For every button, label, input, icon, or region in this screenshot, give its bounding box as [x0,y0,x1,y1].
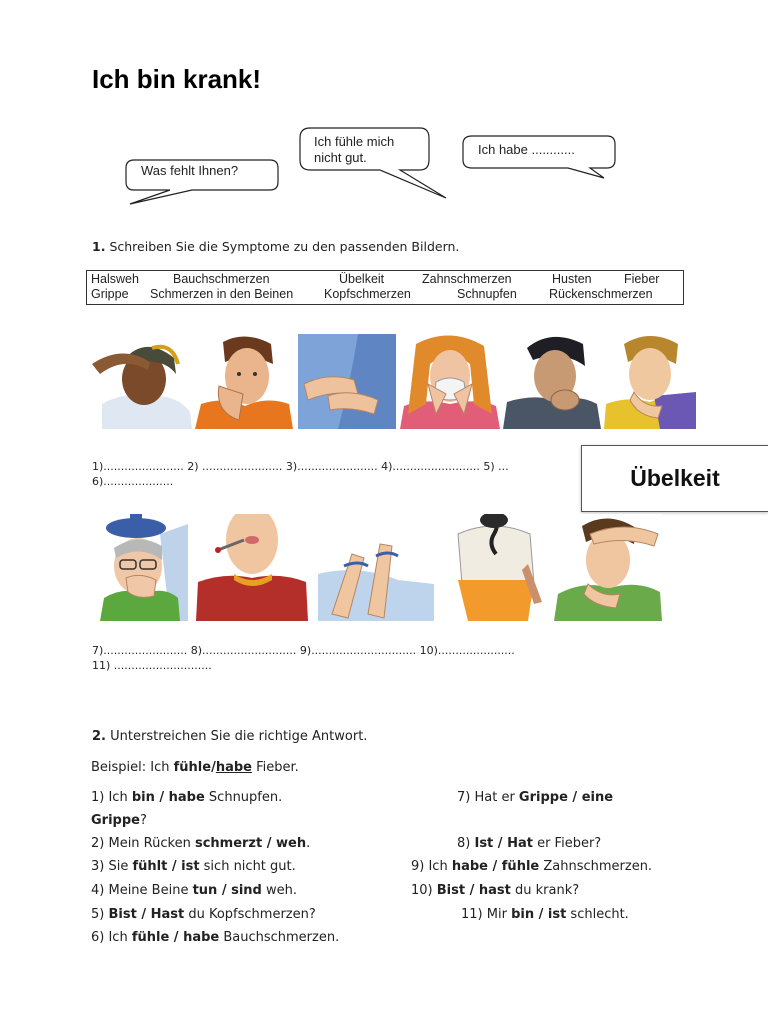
item-options[interactable]: tun / sind [192,883,262,898]
item-text: 4) Meine Beine [91,883,193,898]
item-text: 1) Ich [91,790,132,805]
overlay-answer-card[interactable]: Übelkeit [581,445,768,512]
word-bank-item: Husten [552,272,592,286]
item-text: 8) [457,836,475,851]
item-text: du Kopfschmerzen? [184,907,316,922]
task2-heading [92,729,367,744]
example-separator: / [211,760,216,775]
exercise-item-4 [91,883,297,898]
word-bank-item: Schnupfen [457,287,517,301]
item-options[interactable]: Bist / hast [436,883,511,898]
item-options[interactable]: bin / habe [131,790,205,805]
word-bank-item: Grippe [91,287,129,301]
bubble-right-text: Ich habe ............ [478,142,575,157]
exercise-item-1 [91,790,282,805]
item-text: Schnupfen. [204,790,283,805]
item-text: 9) Ich [411,859,452,874]
item-options[interactable]: bin / ist [511,907,567,922]
example-prefix: Beispiel: Ich [91,760,174,775]
bubble-middle-line2: nicht gut. [314,150,367,165]
illustration-fever-forehead [554,514,662,621]
item-text: Zahnschmerzen. [539,859,653,874]
example-suffix: Fieber. [252,760,299,775]
word-bank [86,270,684,305]
item-text: er Fieber? [532,836,602,851]
item-options[interactable]: schmerzt / weh [194,836,307,851]
task2-instruction: Unterstreichen Sie die richtige Antwort. [110,729,368,744]
item-options[interactable]: fühle / habe [131,930,220,945]
word-bank-item: Bauchschmerzen [173,272,270,286]
answer-blank-6[interactable]: 6).................... [92,475,174,488]
item-text: 10) [411,883,437,898]
answer-blanks-7-10[interactable]: 7)........................ 8)........................... 9).............................. 10)...................... [92,644,515,657]
exercise-item-11 [461,907,629,922]
task1-heading [92,239,459,254]
word-bank-item: Rückenschmerzen [549,287,653,301]
illustration-ice-bag [100,514,188,621]
item-text: 11) Mir [461,907,512,922]
bubble-left-text: Was fehlt Ihnen? [141,163,239,178]
item-options[interactable]: habe / fühle [451,859,540,874]
illustration-legs [318,514,434,621]
illustration-thermometer [196,514,308,621]
item-text: 2) Mein Rücken [91,836,195,851]
word-bank-item: Halsweh [91,272,139,286]
item-text: ? [139,813,147,828]
item-options[interactable]: Bist / Hast [108,907,185,922]
item-options[interactable]: Ist / Hat [474,836,533,851]
answer-blank-11[interactable]: 11) ............................ [92,659,212,672]
illustration-sneezing [400,334,500,429]
word-bank-item: Übelkeit [339,272,385,286]
example-option-1: fühle [173,760,212,775]
task1-instruction: Schreiben Sie die Symptome zu den passenden Bildern. [109,239,460,254]
exercise-item-3 [91,859,296,874]
page-title: Ich bin krank! [92,64,262,94]
exercise-item-6 [91,930,339,945]
item-text: Bauchschmerzen. [219,930,340,945]
item-text: 6) Ich [91,930,132,945]
exercise-item-10 [411,883,579,898]
illustration-sore-throat [604,334,696,429]
word-bank-item: Kopfschmerzen [324,287,411,301]
exercise-item-2 [91,836,310,851]
exercise-item-7 [457,790,613,805]
item-options[interactable]: fühlt / ist [132,859,200,874]
item-text: 5) [91,907,109,922]
word-bank-item: Zahnschmerzen [422,272,512,286]
item-text: 3) Sie [91,859,133,874]
bubble-middle-line1: Ich fühle mich [314,134,395,149]
illustration-coughing [503,334,601,429]
exercise-item-7-continuation [91,813,147,828]
task2-number: 2. [92,729,106,744]
exercise-item-9 [411,859,652,874]
item-text: 7) Hat er [457,790,519,805]
item-text: sich nicht gut. [199,859,296,874]
item-text: . [306,836,311,851]
item-text: du krank? [510,883,580,898]
item-text: schlecht. [566,907,629,922]
illustration-headache [92,334,192,429]
exercise-item-5 [91,907,316,922]
item-options[interactable]: Grippe / eine [518,790,614,805]
answer-blanks-1-5[interactable]: 1)....................... 2) ....................... 3)....................... 4)......................... 5) ... [92,460,509,473]
example-sentence [91,760,299,775]
task1-number: 1. [92,239,106,254]
example-option-2-underlined: habe [215,760,252,775]
illustration-stomachache [298,334,396,429]
item-options[interactable]: Grippe [91,813,140,828]
illustration-toothache [195,334,293,429]
exercise-item-8 [457,836,601,851]
word-bank-item: Fieber [624,272,660,286]
word-bank-item: Schmerzen in den Beinen [150,287,294,301]
item-text: weh. [261,883,297,898]
illustration-backache [438,514,550,621]
